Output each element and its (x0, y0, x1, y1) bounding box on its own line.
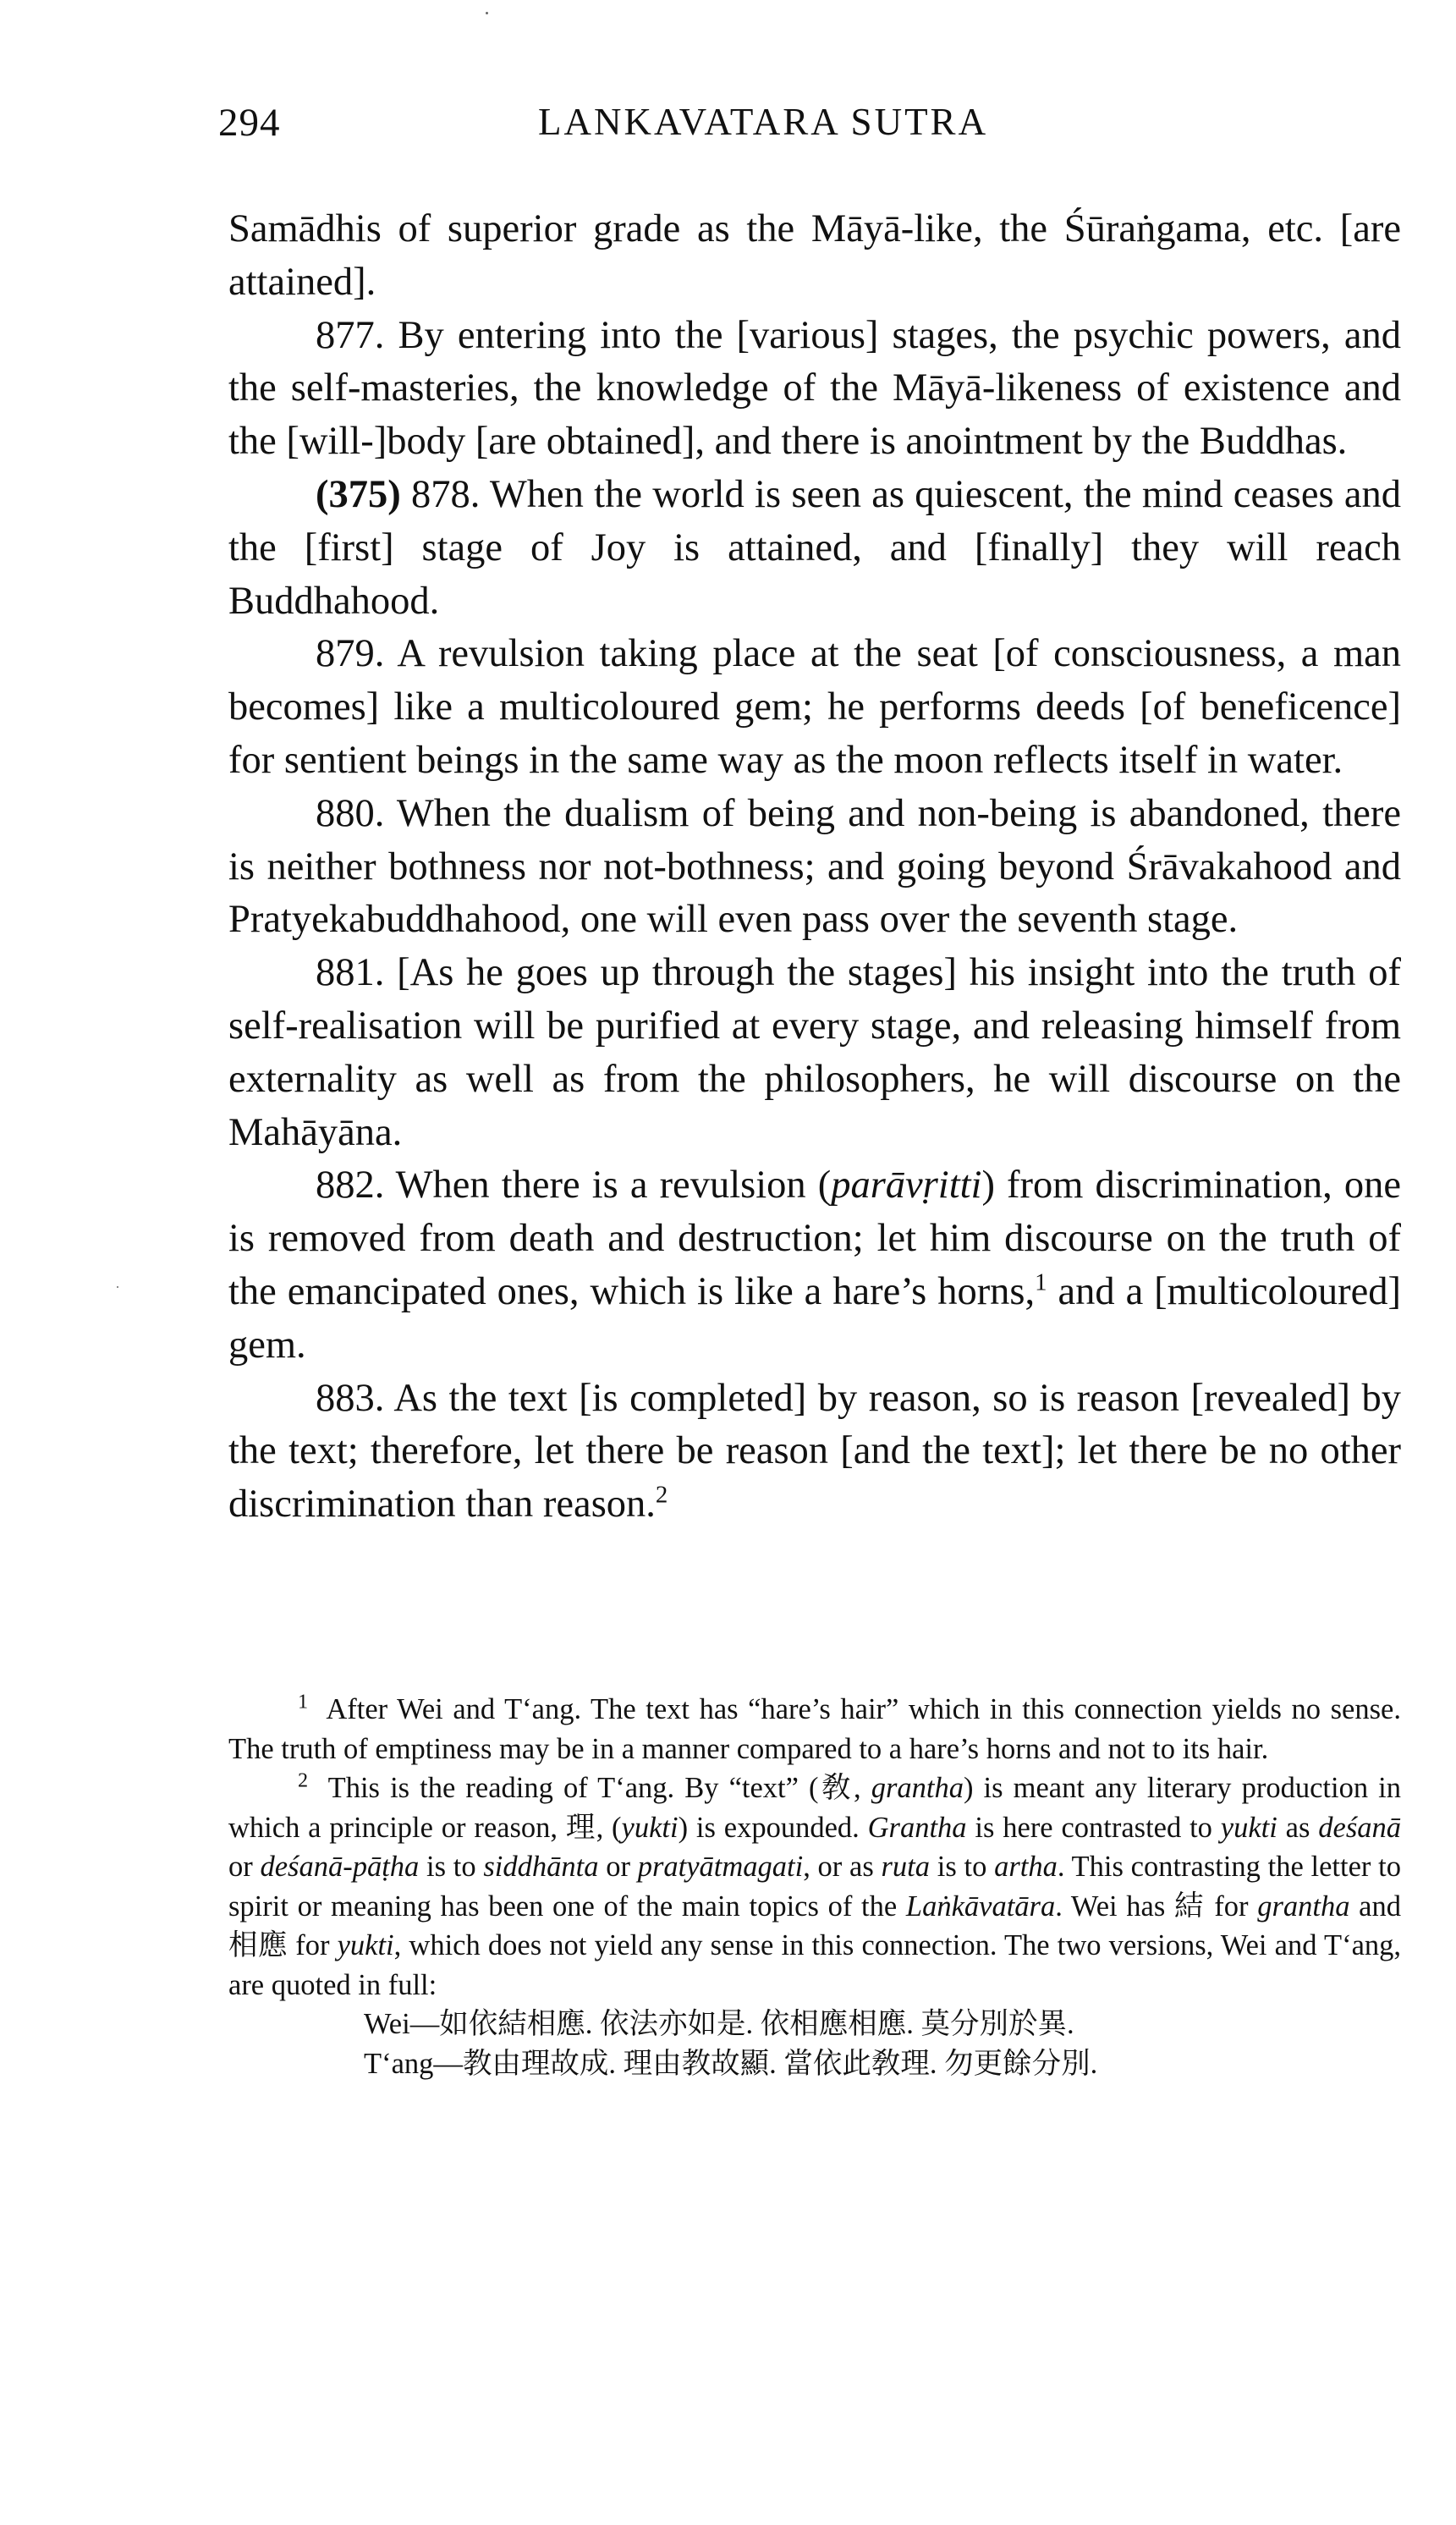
verse-878 (228, 469, 1401, 628)
page-header (218, 100, 1400, 159)
verse-text: A revulsion taking place at the seat [of consciousness, a man becomes] like a multicoloured gem; he performs deeds [of beneficence] for sentient beings in the same way as the moon reflects itself in water. (228, 632, 1402, 782)
verse-text: When the world is seen as quiescent, the mind ceases and the [first] stage of Joy is attained, and [finally] they will reach Buddhahood. (228, 472, 1401, 623)
verse-879 (228, 628, 1401, 787)
verse-877 (228, 310, 1401, 469)
verse-number: 881. (316, 951, 385, 995)
verse-number: 882. (316, 1163, 385, 1207)
verse-text: [As he goes up through the stages] his insight into the truth of self-realisation will be purified at every stage, and releasing himself from externality as well as from the philosophers, he will discourse on the Mahāyāna. (228, 951, 1401, 1154)
footnote-number: 2 (298, 1769, 309, 1792)
tang-quotation: T‘ang—教由理故成. 理由教故顯. 當依此敎理. 勿更餘分別. (364, 2047, 1098, 2080)
verse-text: By entering into the [various] stages, the psychic powers, and the self-masteries, the knowledge of the Māyā-likeness of existence and the [will-]body [are obtained], and there is anointment by the Buddhas. (228, 313, 1402, 464)
page-number: 294 (218, 101, 281, 145)
verse-number: 879. (316, 632, 385, 676)
footnotes (228, 1690, 1401, 2083)
verse-881 (228, 947, 1401, 1159)
verse-number: 880. (316, 791, 385, 835)
chinese-char: 敎 (818, 1772, 854, 1804)
footnote-1 (228, 1690, 1401, 1769)
chinese-char: 相應 (228, 1929, 288, 1961)
footnote-2: $^2$ This is the reading of T‘ang. By “text” (敎, grantha) is meant any literary production in which a principle or reason, 理, (yukti) is expounded. Grantha is here contrasted to yukti as deśanā or deśanā-pāṭha is to siddhānta or pratyātmagati, or as ruta is to artha. This contrasting the letter to spirit or meaning has been one of the main topics of the Laṅkāvatāra. Wei has 結 for grantha and 相應 for yukti, which does not yield any sense in this connection. The two versions, Wei and T‘ang, are quoted in full: (228, 1769, 1402, 2001)
verse-text: When the dualism of being and non-being is abandoned, there is neither bothness nor not-bothness; and going beyond Śrāvakahood and Pratyekabuddhahood, one will even pass over the seventh stage. (228, 791, 1401, 942)
verse-883 (228, 1373, 1401, 1532)
scan-speck (486, 12, 488, 14)
footnote-mark[interactable]: 1 (1035, 1268, 1047, 1296)
paragraph-continued: Samādhis of superior grade as the Māyā-like, the Śūraṅgama, etc. [are attained]. (228, 207, 1401, 304)
verse-880 (228, 788, 1401, 947)
verse-text: As the text [is completed] by reason, so is reason [revealed] by the text; therefore, let there be reason [and the text]; let there be no other discrimination than reason. (228, 1376, 1401, 1527)
footnote-number: 1 (298, 1690, 309, 1714)
verse-number: 877. (316, 313, 385, 357)
chinese-char: 理 (565, 1811, 596, 1844)
verse-number: 878. (411, 472, 481, 516)
sanskrit-term: parāvṛitti (831, 1163, 982, 1207)
verse-882: 882. When there is a revulsion (parāvṛitti) from discrimination, one is removed from death and destruction; let him discourse on the truth of the emancipated ones, which is like a hare’s horns,$^1$ and a [multicoloured] gem. (228, 1163, 1402, 1367)
main-text (228, 203, 1401, 1532)
scan-speck (117, 1286, 118, 1288)
footnote-mark[interactable]: 2 (655, 1481, 668, 1509)
page-reference: (375) (316, 472, 401, 516)
chinese-char: 結 (1174, 1890, 1206, 1923)
footnote-text: After Wei and T‘ang. The text has “hare’s hair” which in this connection yields no sense. The truth of emptiness may be in a manner compared to a hare’s horns and not to its hair. (228, 1693, 1401, 1765)
wei-quotation: Wei—如依結相應. 依法亦如是. 依相應相應. 莫分別於異. (364, 2008, 1074, 2040)
running-title: LANKAVATARA SUTRA (538, 101, 989, 143)
verse-number: 883. (316, 1376, 385, 1420)
